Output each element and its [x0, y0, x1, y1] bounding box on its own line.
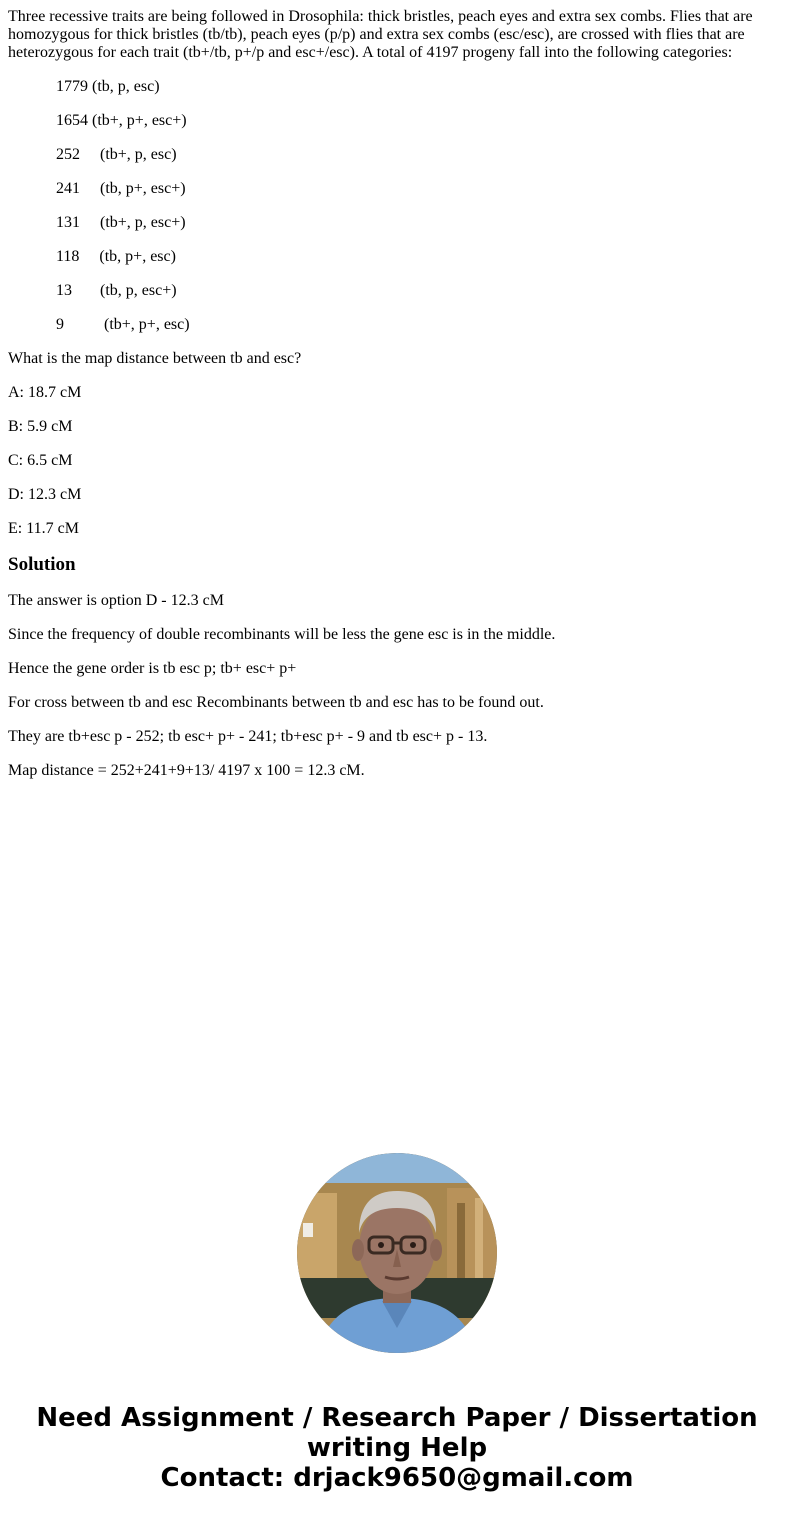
solution-line: Hence the gene order is tb esc p; tb+ esc+ p+: [8, 660, 297, 677]
footer-line-1: Need Assignment / Research Paper / Dissertation: [36, 1403, 758, 1433]
document-body: [8, 8, 786, 796]
solution-body: [8, 592, 786, 780]
option-e: E: 11.7 cM: [8, 520, 79, 537]
solution-line: Since the frequency of double recombinants will be less the gene esc is in the middle.: [8, 626, 556, 643]
person-photo-icon: [297, 1153, 497, 1353]
option-c: C: 6.5 cM: [8, 452, 73, 469]
progeny-row: 252 (tb+, p, esc): [56, 146, 177, 163]
progeny-row: 118 (tb, p+, esc): [56, 248, 176, 265]
solution-line: Map distance = 252+241+9+13/ 4197 x 100 = 12.3 cM.: [8, 762, 365, 779]
solution-line: They are tb+esc p - 252; tb esc+ p+ - 241; tb+esc p+ - 9 and tb esc+ p - 13.: [8, 728, 488, 745]
question-prompt: What is the map distance between tb and esc?: [8, 350, 302, 367]
option-a: A: 18.7 cM: [8, 384, 82, 401]
avatar-illustration: [297, 1153, 497, 1353]
progeny-row: 241 (tb, p+, esc+): [56, 180, 186, 197]
answer-options: [8, 384, 786, 538]
progeny-row: 9 (tb+, p+, esc): [56, 316, 190, 333]
question-text: Three recessive traits are being followed in Drosophila: thick bristles, peach eyes and extra sex combs. Flies that are homozygous for thick bristles (tb/tb), peach eyes (p/p) and extra sex combs (esc/esc), are crossed with flies that are heterozygous for each trait (tb+/tb, p+/p and esc+/esc). A total of 4197 progeny fall into the following categories:: [8, 8, 753, 61]
progeny-list: [8, 78, 786, 334]
progeny-row: 1654 (tb+, p+, esc+): [56, 112, 187, 129]
solution-heading: Solution: [8, 554, 76, 575]
footer-banner: [0, 1403, 794, 1493]
footer-contact: Contact: drjack9650@gmail.com: [160, 1463, 634, 1493]
footer-line-2: writing Help: [306, 1433, 488, 1463]
solution-line: For cross between tb and esc Recombinants between tb and esc has to be found out.: [8, 694, 544, 711]
option-d: D: 12.3 cM: [8, 486, 82, 503]
progeny-row: 131 (tb+, p, esc+): [56, 214, 186, 231]
option-b: B: 5.9 cM: [8, 418, 73, 435]
progeny-row: 13 (tb, p, esc+): [56, 282, 177, 299]
solution-line: The answer is option D - 12.3 cM: [8, 592, 224, 609]
progeny-row: 1779 (tb, p, esc): [56, 78, 160, 95]
